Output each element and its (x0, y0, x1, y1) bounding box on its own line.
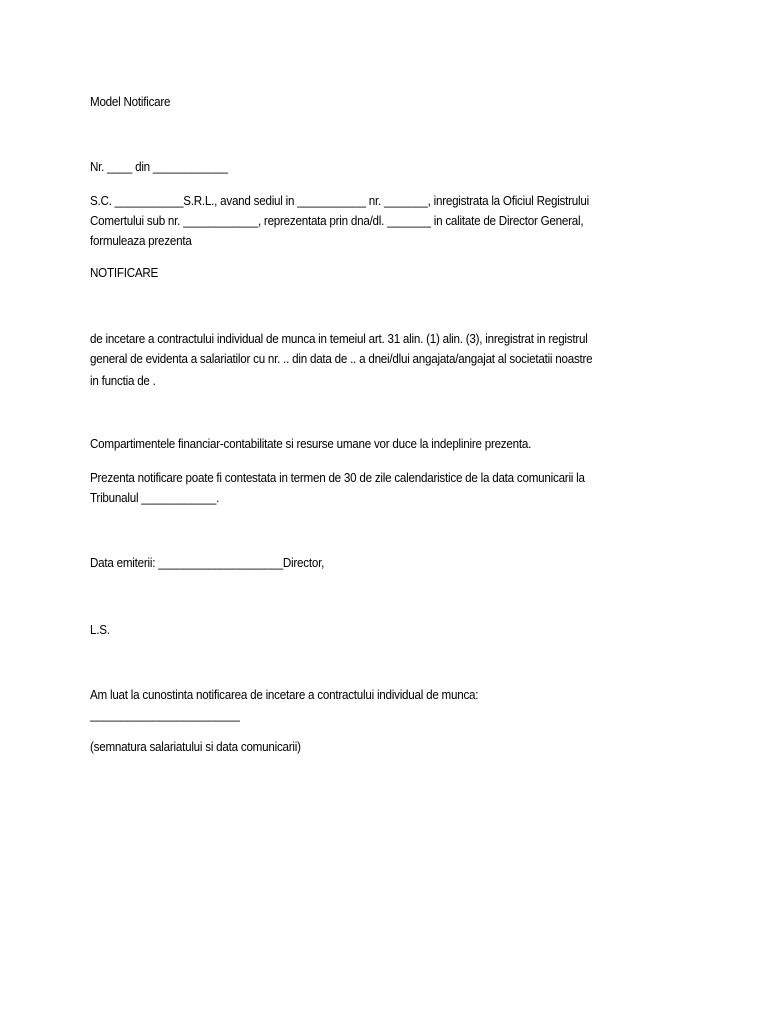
termination-text-line-3: in functia de . (90, 374, 156, 388)
acknowledgement-text: Am luat la cunostinta notificarea de incetare a contractului individual de munca: (90, 688, 479, 702)
notice-number-line: Nr. ____ din ____________ (90, 160, 228, 174)
company-details-line-1: S.C. ___________S.R.L., avand sediul in ___________ nr. _______, inregistrata la Oficiul Registrului (90, 194, 589, 208)
contest-text-line-2: Tribunalul ____________. (90, 491, 220, 505)
departments-instruction: Compartimentele financiar-contabilitate si resurse umane vor duce la indeplinire prezenta. (90, 437, 532, 451)
termination-text-line-1: de incetare a contractului individual de munca in temeiul art. 31 alin. (1) alin. (3), inregistrat in registrul (90, 332, 588, 346)
document-title: Model Notificare (90, 95, 171, 109)
seal-label: L.S. (90, 623, 110, 637)
employee-signature-blank: ________________________ (90, 708, 240, 722)
contest-text-line-1: Prezenta notificare poate fi contestata in termen de 30 de zile calendaristice de la data comunicarii la (90, 471, 585, 485)
termination-text-line-2: general de evidenta a salariatilor cu nr. .. din data de .. a dnei/dlui angajata/angajat al societatii noastre (90, 352, 593, 366)
signature-note: (semnatura salariatului si data comunicarii) (90, 740, 301, 754)
company-details-line-2: Comertului sub nr. ____________, reprezentata prin dna/dl. _______ in calitate de Director General, (90, 214, 584, 228)
notice-heading: NOTIFICARE (90, 266, 159, 280)
company-details-line-3: formuleaza prezenta (90, 234, 192, 248)
issue-date-director-line: Data emiterii: ____________________Director, (90, 556, 325, 570)
